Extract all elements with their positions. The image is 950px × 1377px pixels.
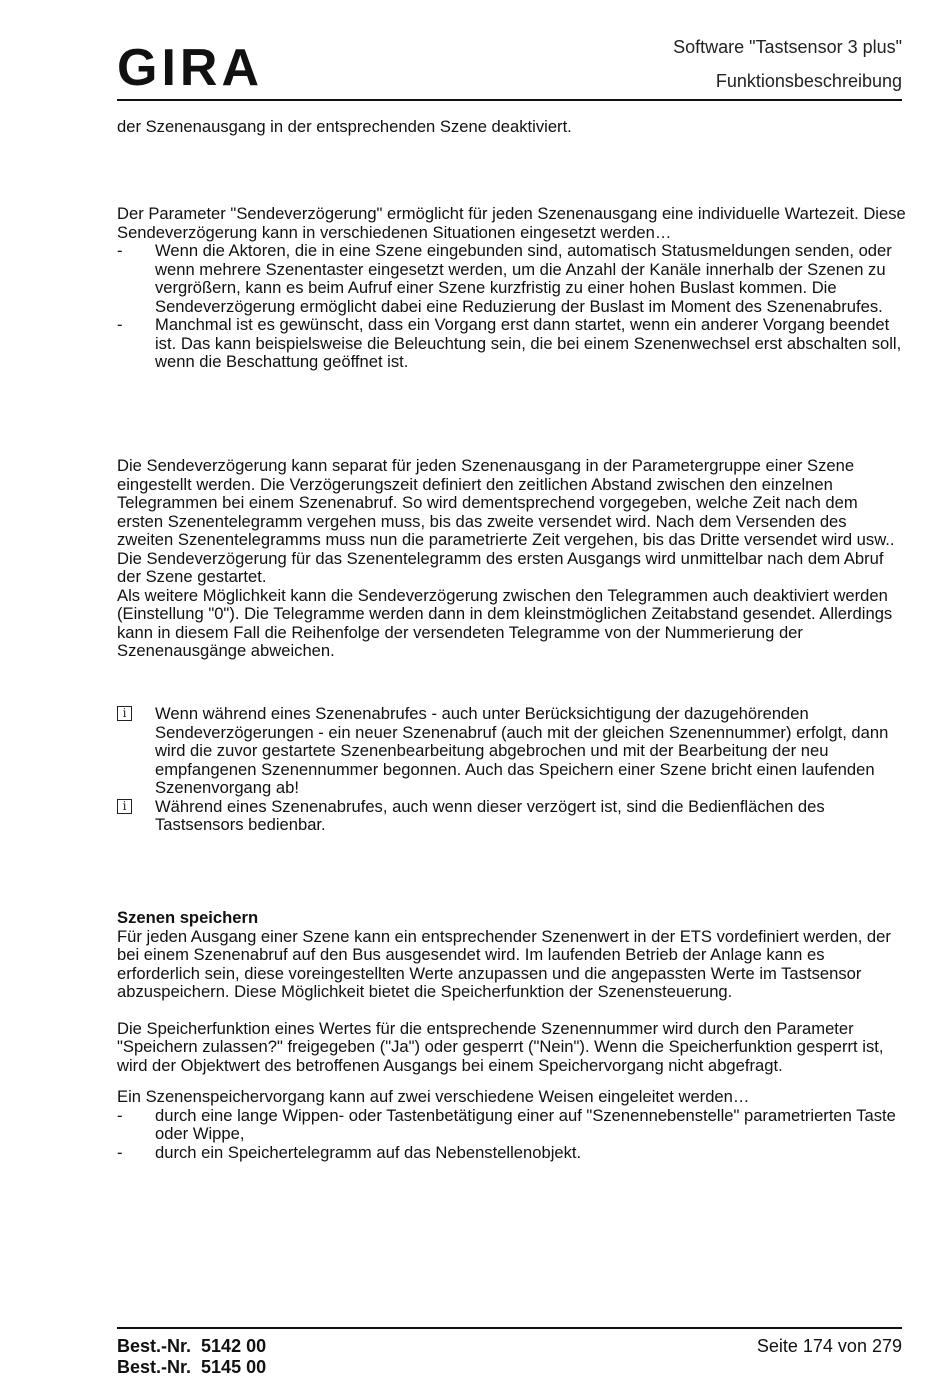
order-label: Best.-Nr. bbox=[117, 1336, 192, 1356]
footer-divider bbox=[117, 1327, 902, 1329]
info-note bbox=[117, 705, 907, 798]
section-heading: Szenen speichern bbox=[117, 908, 259, 927]
page-number: Seite 174 von 279 bbox=[756, 1336, 902, 1356]
list-item bbox=[117, 1107, 907, 1144]
list-item bbox=[117, 316, 907, 372]
paragraph-scene-values: Für jeden Ausgang einer Szene kann ein entsprechender Szenenwert in der ETS vordefiniert werden, der bei einem Szenenabruf auf den Bus ausgesendet wird. Im laufenden Betrieb der Anlage kann es erforderlich sein, diese voreingestellten Werte anzupassen und die angepassten Werte im Tastsensor abzuspeichern. Diese Möglichkeit bietet die Speicherfunktion der Szenensteuerung. bbox=[117, 926, 891, 1001]
gira-logo: GIRA bbox=[117, 39, 263, 97]
info-note-text: Wenn während eines Szenenabrufes - auch unter Berücksichtigung der dazugehörenden Sendeverzögerungen - ein neuer Szenenabruf (auch mit der gleichen Szenennummer) erfolgt, dann wird die zuvor gestartete Szenenbearbeitung abgebrochen und mit der Bearbeitung der neu empfangenen Szenennummer begonnen. Auch das Speichern einer Szene bricht einen laufenden Szenenvorgang ab! bbox=[155, 704, 889, 797]
paragraph-save-function: Die Speicherfunktion eines Wertes für die entsprechende Szenennummer wird durch den Parameter "Speichern zulassen?" freigegeben ("Ja") oder gesperrt ("Nein"). Wenn die Speicherfunktion gesperrt ist, wird der Objektwert des betroffenen Ausgangs bei einem Speichervorgang nicht abgefragt. bbox=[117, 1018, 884, 1075]
info-icon: i bbox=[117, 706, 132, 721]
paragraph-send-delay: Der Parameter "Sendeverzögerung" ermöglicht für jeden Szenenausgang eine individuelle Wartezeit. Diese Sendeverzögerung kann in verschiedenen Situationen eingesetzt werden… bbox=[117, 204, 906, 242]
scene-save-section bbox=[117, 909, 907, 1162]
notes-section bbox=[117, 705, 907, 835]
intro-line bbox=[117, 118, 907, 137]
send-delay-section bbox=[117, 205, 907, 372]
bullet-dash: - bbox=[117, 1105, 123, 1125]
paragraph-delay-deactivate: Als weitere Möglichkeit kann die Sendeverzögerung zwischen den Telegrammen auch deaktiviert werden (Einstellung "0"). Die Telegramme werden dann in dem kleinstmöglichen Zeitabstand gesendet. Allerdings kann in diesem Fall die Reihenfolge der versendeten Telegramme von der Nummerierung der Szenenausgänge abweichen. bbox=[117, 585, 893, 660]
order-number-1 bbox=[117, 1337, 266, 1355]
list-item bbox=[117, 242, 907, 316]
list-item-text: Wenn die Aktoren, die in eine Szene eingebunden sind, automatisch Statusmeldungen senden, oder wenn mehrere Szenentaster eingesetzt werden, um die Anzahl der Kanäle innerhalb der Szenen zu vergrößern, kann es beim Aufruf einer Szene kurzfristig zu einer hohen Buslast kommen. Die Sendeverzögerung ermöglicht dabei eine Reduzierung der Buslast im Moment des Szenenabrufes. bbox=[155, 241, 892, 316]
order-number-2 bbox=[117, 1358, 266, 1376]
list-item-text: Manchmal ist es gewünscht, dass ein Vorgang erst dann startet, wenn ein anderer Vorgang beendet ist. Das kann beispielsweise die Beleuchtung sein, die bei einem Szenenwechsel erst abschalten soll, wenn die Beschattung geöffnet ist. bbox=[155, 315, 902, 371]
info-note bbox=[117, 798, 907, 835]
list-item bbox=[117, 1144, 907, 1163]
paragraph-save-methods: Ein Szenenspeichervorgang kann auf zwei verschiedene Weisen eingeleitet werden… bbox=[117, 1087, 750, 1106]
order-label: Best.-Nr. bbox=[117, 1357, 192, 1377]
send-delay-details-section bbox=[117, 457, 907, 661]
order-number-value: 5142 00 bbox=[201, 1336, 267, 1356]
document-subtitle: Funktionsbeschreibung bbox=[715, 71, 902, 91]
paragraph-delay-setting: Die Sendeverzögerung kann separat für jeden Szenenausgang in der Parametergruppe einer Szene eingestellt werden. Die Verzögerungszeit definiert den zeitlichen Abstand zwischen den einzelnen Telegrammen bei einem Szenenabruf. So wird dementsprechend vorgegeben, welche Zeit nach dem ersten Szenentelegramm vergehen muss, bis das zweite versendet wird. Nach dem Versenden des zweiten Szenentelegramms muss nun die parametrierte Zeit vergehen, bis das Dritte versendet wird usw.. Die Sendeverzögerung für das Szenentelegramm des ersten Ausgangs wird unmittelbar nach dem Abruf der Szene gestartet. bbox=[117, 456, 895, 586]
bullet-dash: - bbox=[117, 1142, 123, 1162]
bullet-dash: - bbox=[117, 241, 123, 260]
intro-text: der Szenenausgang in der entsprechenden Szene deaktiviert. bbox=[117, 117, 572, 136]
info-note-text: Während eines Szenenabrufes, auch wenn dieser verzögert ist, sind die Bedienflächen des Tastsensors bedienbar. bbox=[155, 796, 825, 834]
info-icon: i bbox=[117, 799, 132, 814]
document-title: Software "Tastsensor 3 plus" bbox=[673, 37, 902, 57]
order-number-value: 5145 00 bbox=[201, 1357, 267, 1377]
header-divider bbox=[117, 99, 902, 101]
list-item-text: durch ein Speichertelegramm auf das Nebenstellenobjekt. bbox=[155, 1142, 582, 1162]
bullet-dash: - bbox=[117, 315, 123, 334]
list-item-text: durch eine lange Wippen- oder Tastenbetätigung einer auf "Szenennebenstelle" parametrierten Taste oder Wippe, bbox=[155, 1105, 896, 1143]
